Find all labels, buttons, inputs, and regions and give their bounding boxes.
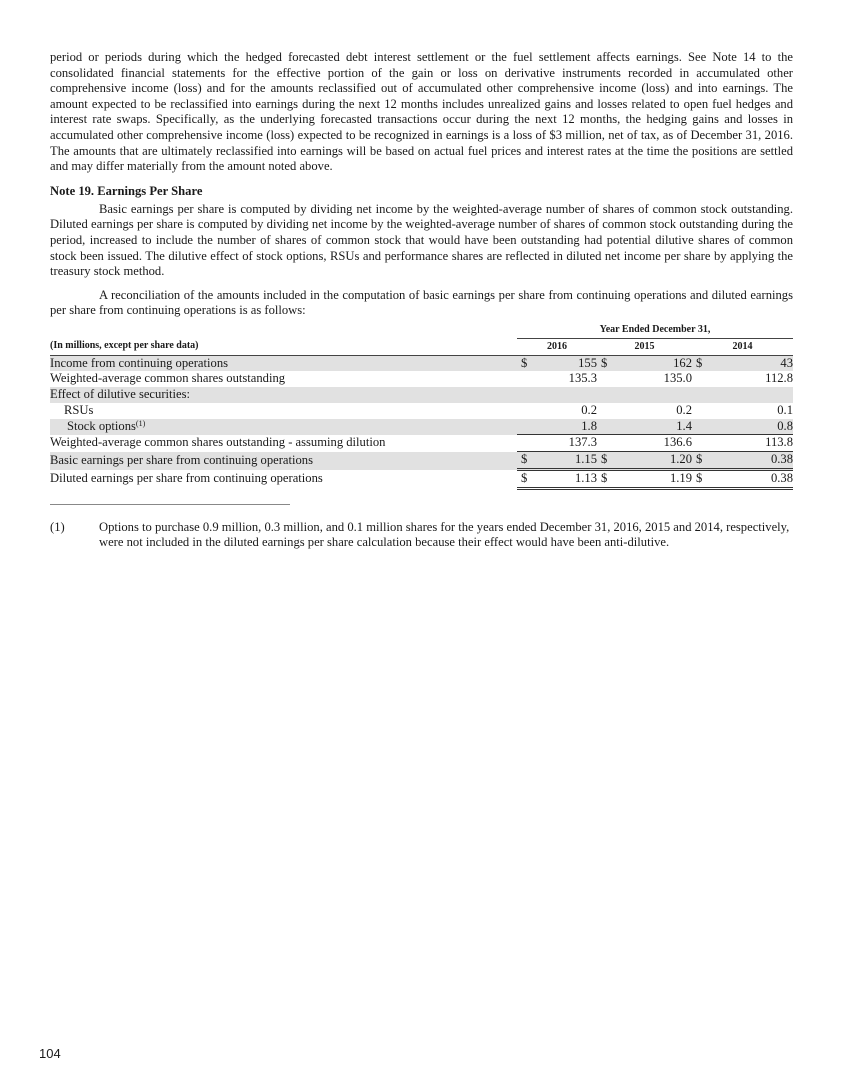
cell-value: 155 bbox=[532, 355, 597, 371]
period-header: Year Ended December 31, bbox=[517, 322, 793, 338]
table-header-row bbox=[50, 322, 793, 338]
currency-symbol: $ bbox=[517, 470, 532, 489]
currency-symbol: $ bbox=[517, 452, 532, 470]
year-header: 2015 bbox=[597, 338, 692, 355]
reconciliation-intro-paragraph: A reconciliation of the amounts included in the computation of basic earnings per share from continuing operations and diluted earnings per share from continuing operations is as follows: bbox=[50, 287, 793, 318]
row-label: Income from continuing operations bbox=[50, 355, 517, 371]
currency-symbol: $ bbox=[597, 470, 612, 489]
footnote-mark: (1) bbox=[50, 519, 65, 534]
cell-value: 0.2 bbox=[581, 402, 597, 417]
table-row bbox=[50, 403, 793, 419]
cell-value: 135.0 bbox=[663, 371, 692, 386]
cell-value: 43 bbox=[707, 355, 793, 371]
eps-definition-paragraph: Basic earnings per share is computed by dividing net income by the weighted-average number of shares of common stock outstanding. Diluted earnings per share is computed by dividing net income by the weighted-average number of shares of common stock outstanding during the period, increased to include the number of shares of common stock that would have been outstanding had potential dilutive shares of common stock been issued. The dilutive effect of stock options, RSUs and performance shares are reflected in diluted net income per share by applying the treasury stock method. bbox=[50, 201, 793, 279]
note-heading: Note 19. Earnings Per Share bbox=[50, 183, 203, 198]
cell-value: 1.20 bbox=[612, 452, 692, 470]
cell-value: 1.19 bbox=[612, 470, 692, 489]
cell-value: 1.15 bbox=[532, 452, 597, 470]
cell-value: 0.38 bbox=[707, 470, 793, 489]
currency-symbol: $ bbox=[692, 355, 707, 371]
table-header-row bbox=[50, 338, 793, 355]
cell-value: 113.8 bbox=[707, 435, 793, 452]
currency-symbol: $ bbox=[597, 355, 612, 371]
table-row bbox=[50, 419, 793, 435]
row-label: Stock options$^{(1)}$ bbox=[50, 419, 517, 435]
eps-reconciliation-table bbox=[50, 322, 793, 490]
units-label: (In millions, except per share data) bbox=[50, 338, 517, 355]
row-label: RSUs bbox=[64, 402, 94, 417]
cell-value: 0.38 bbox=[707, 452, 793, 470]
cell-value: 0.1 bbox=[777, 402, 793, 417]
table-row bbox=[50, 470, 793, 489]
table-row bbox=[50, 452, 793, 470]
footnote-divider bbox=[50, 504, 290, 505]
year-header: 2016 bbox=[517, 338, 597, 355]
row-label: Effect of dilutive securities: bbox=[50, 387, 517, 403]
cell-value: 136.6 bbox=[612, 435, 692, 452]
currency-symbol: $ bbox=[692, 452, 707, 470]
cell-value: 162 bbox=[612, 355, 692, 371]
currency-symbol: $ bbox=[517, 355, 532, 371]
table-row bbox=[50, 371, 793, 387]
cell-value: 0.8 bbox=[707, 419, 793, 435]
currency-symbol: $ bbox=[692, 470, 707, 489]
footnote bbox=[50, 520, 793, 551]
footnote-text: Options to purchase 0.9 million, 0.3 million, and 0.1 million shares for the years ended December 31, 2016, 2015 and 2014, respectively, were not included in the diluted earnings per share calculation because their effect would have been anti-dilutive. bbox=[99, 519, 790, 550]
cell-value: 0.2 bbox=[676, 402, 692, 417]
row-label: Weighted-average common shares outstanding bbox=[50, 371, 286, 386]
table-row bbox=[50, 387, 793, 403]
table-row bbox=[50, 355, 793, 371]
year-header: 2014 bbox=[692, 338, 793, 355]
currency-symbol: $ bbox=[597, 452, 612, 470]
cell-value: 1.8 bbox=[532, 419, 597, 435]
cell-value: 137.3 bbox=[532, 435, 597, 452]
cell-value: 1.4 bbox=[612, 419, 692, 435]
row-label: Diluted earnings per share from continuing operations bbox=[50, 471, 323, 486]
continuation-paragraph: period or periods during which the hedged forecasted debt interest settlement or the fuel settlement affects earnings. See Note 14 to the consolidated financial statements for the effective portion of the gain or loss on derivative instruments recorded in accumulated other comprehensive income (loss) and for the amounts reclassified out of accumulated other comprehensive income (loss) and into earnings. The amount expected to be reclassified into earnings during the next 12 months includes unrealized gains and losses related to open fuel hedges and interest rate swaps. Specifically, as the underlying forecasted transactions occur during the next 12 months, the hedging gains and losses in accumulated other comprehensive income (loss) expected to be recognized in earnings is a loss of $3 million, net of tax, as of December 31, 2016. The amounts that are ultimately reclassified into earnings will be based on actual fuel prices and interest rates at the time the positions are settled and may differ materially from the amount noted above. bbox=[50, 50, 793, 174]
cell-value: 112.8 bbox=[765, 371, 793, 386]
row-label: Basic earnings per share from continuing operations bbox=[50, 452, 517, 470]
table-row bbox=[50, 435, 793, 452]
cell-value: 135.3 bbox=[568, 371, 597, 386]
page-number: 104 bbox=[39, 1046, 61, 1061]
footnote-ref: (1) bbox=[135, 418, 146, 428]
document-page bbox=[50, 50, 793, 551]
cell-value: 1.13 bbox=[532, 470, 597, 489]
row-label: Weighted-average common shares outstanding - assuming dilution bbox=[50, 435, 386, 450]
